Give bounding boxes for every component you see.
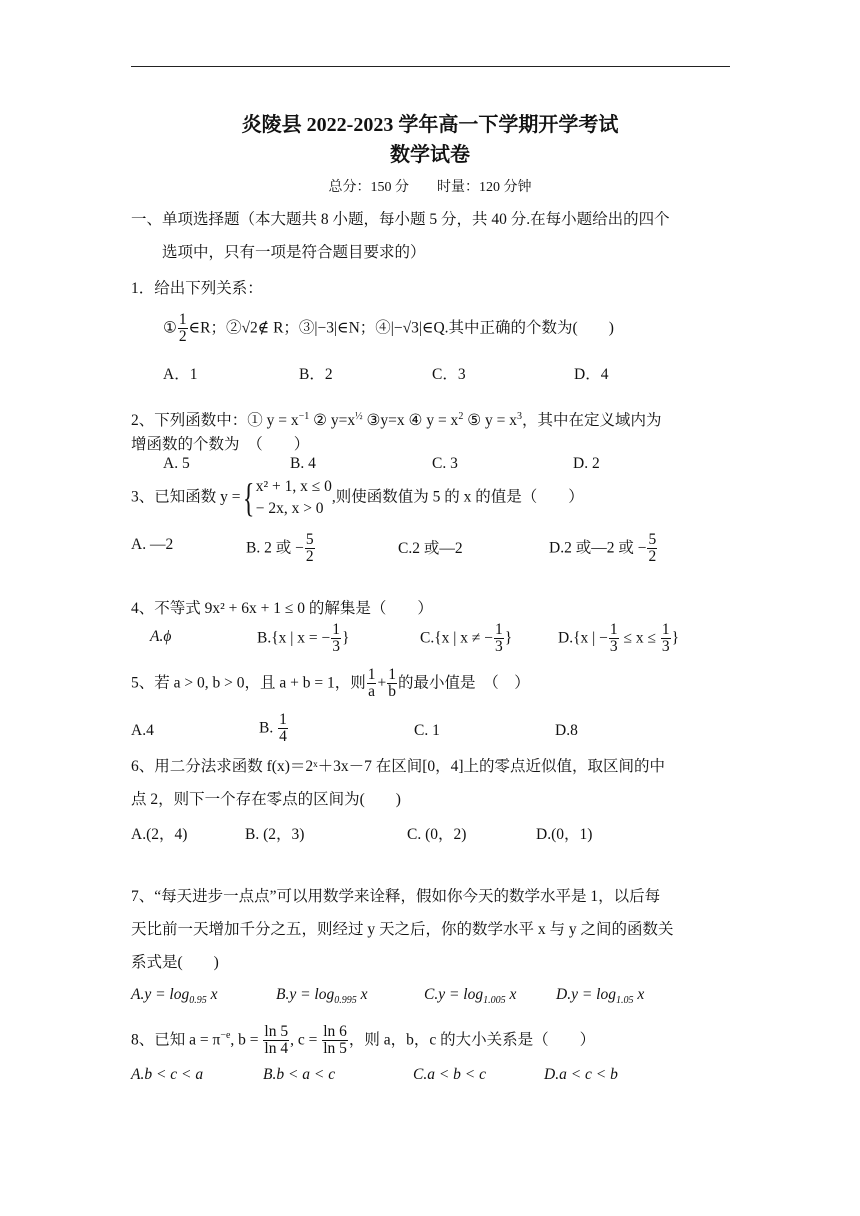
header-rule [131, 66, 730, 67]
q6-option-a: A.(2，4) [131, 826, 188, 843]
q5-option-d: D.8 [555, 722, 578, 739]
q1-option-b: B．2 [299, 366, 333, 383]
q7-line3: 系式是( ) [131, 954, 219, 971]
q2-option-d: D. 2 [573, 455, 600, 472]
q8-option-c: C.a < b < c [413, 1066, 487, 1083]
q8-option-b: B.b < a < c [263, 1066, 336, 1083]
q6-option-c: C. (0，2) [407, 826, 467, 843]
q3-option-a: A. —2 [131, 536, 174, 553]
q1-relations: ① $\frac{1}{2}$ ∈R；②√2∉ R；③|−3|∈N；④|−√3|∈Q.其中正确的个数为( ) [163, 311, 614, 346]
q5-option-b: B. $\frac{1}{4}$ [259, 711, 287, 746]
q8-option-a: A.b < c < a [131, 1066, 204, 1083]
q6-option-b: B. (2，3) [245, 826, 305, 843]
q1-stem: 1．给出下列关系： [131, 280, 263, 297]
q2-line2: 增函数的个数为 （ ） [131, 436, 310, 453]
q7-option-d: $D.y = \log_{1.05} x$ [556, 986, 645, 1007]
q3-stem: 3、已知函数 y ={ x² + 1, x ≤ 0 − 2x, x > 0 ,则使函数值为 5 的 x 的值是（ ） [131, 475, 584, 520]
q2-option-c: C. 3 [432, 455, 458, 472]
q8-stem: 8、已知 $a = \pi^{-e}$, b = $\frac{\ln 5}{\ln 4}$ , c = $\frac{\ln 6}{\ln 5}$ ，则 a，b，c 的大小关系是（ ） [131, 1023, 596, 1058]
fraction-half: $\frac{1}{2}$ [178, 311, 187, 346]
q2-option-a: A. 5 [163, 455, 190, 472]
q1-option-c: C．3 [432, 366, 466, 383]
q5-option-c: C. 1 [414, 722, 440, 739]
q3-option-b: B. 2 或 − $\frac{5}{2}$ [246, 531, 314, 566]
q4-option-d: D.{x | − $\frac{1}{3}$ ≤ x ≤ $\frac{1}{3}$ } [558, 621, 680, 656]
q1-option-a: A．1 [163, 366, 198, 383]
q6-line1: 6、用二分法求函数 f(x)＝2ˣ＋3x－7 在区间[0，4]上的零点近似值，取区间的中 [131, 758, 666, 775]
q3-option-d: D.2 或—2 或 − $\frac{5}{2}$ [549, 531, 657, 566]
q1-option-d: D．4 [574, 366, 609, 383]
q7-option-c: $C.y = \log_{1.005} x$ [424, 986, 517, 1007]
q4-option-c: C.{x | x ≠ − $\frac{1}{3}$ } [420, 621, 513, 656]
exam-title: 炎陵县 2022-2023 学年高一下学期开学考试 [241, 114, 619, 136]
q7-line1: 7、“每天进步一点点”可以用数学来诠释，假如你今天的数学水平是 1，以后每 [131, 888, 661, 905]
q6-line2: 点 2，则下一个存在零点的区间为( ) [131, 791, 401, 808]
q5-option-a: A.4 [131, 722, 154, 739]
q8-option-d: D.a < c < b [544, 1066, 618, 1083]
q7-option-a: $A.y = \log_{0.95} x$ [131, 986, 218, 1007]
q2-line1: 2、下列函数中：① $y = x^{-1}$ ② $y=x^{\frac{1}{2}}$ ③y=x ④ $y = x^2$ ⑤ $y = x^3$，其中在定义域内为 [131, 410, 662, 429]
q3-option-c: C.2 或—2 [398, 540, 463, 557]
q7-line2: 天比前一天增加千分之五，则经过 y 天之后，你的数学水平 x 与 y 之间的函数关 [131, 921, 674, 938]
q4-option-b: B.{x | x = − $\frac{1}{3}$ } [257, 621, 350, 656]
q4-option-a: A.ϕ [150, 628, 172, 645]
q7-option-b: $B.y = \log_{0.995} x$ [276, 986, 368, 1007]
q4-stem: 4、不等式 9x² + 6x + 1 ≤ 0 的解集是（ ） [131, 600, 433, 617]
q6-option-d: D.(0，1) [536, 826, 593, 843]
section-heading-line1: 一、单项选择题（本大题共 8 小题，每小题 5 分，共 40 分.在每小题给出的四个 [131, 211, 670, 228]
exam-meta: 总分：150 分 时量：120 分钟 [328, 180, 532, 195]
q2-option-b: B. 4 [290, 455, 316, 472]
exam-subtitle: 数学试卷 [390, 144, 470, 166]
section-heading-line2: 选项中，只有一项是符合题目要求的） [162, 244, 426, 261]
q5-stem: 5、若 a > 0, b > 0，且 a + b = 1，则 $\frac{1}{a}$ + $\frac{1}{b}$ 的最小值是 （ ） [131, 666, 530, 701]
